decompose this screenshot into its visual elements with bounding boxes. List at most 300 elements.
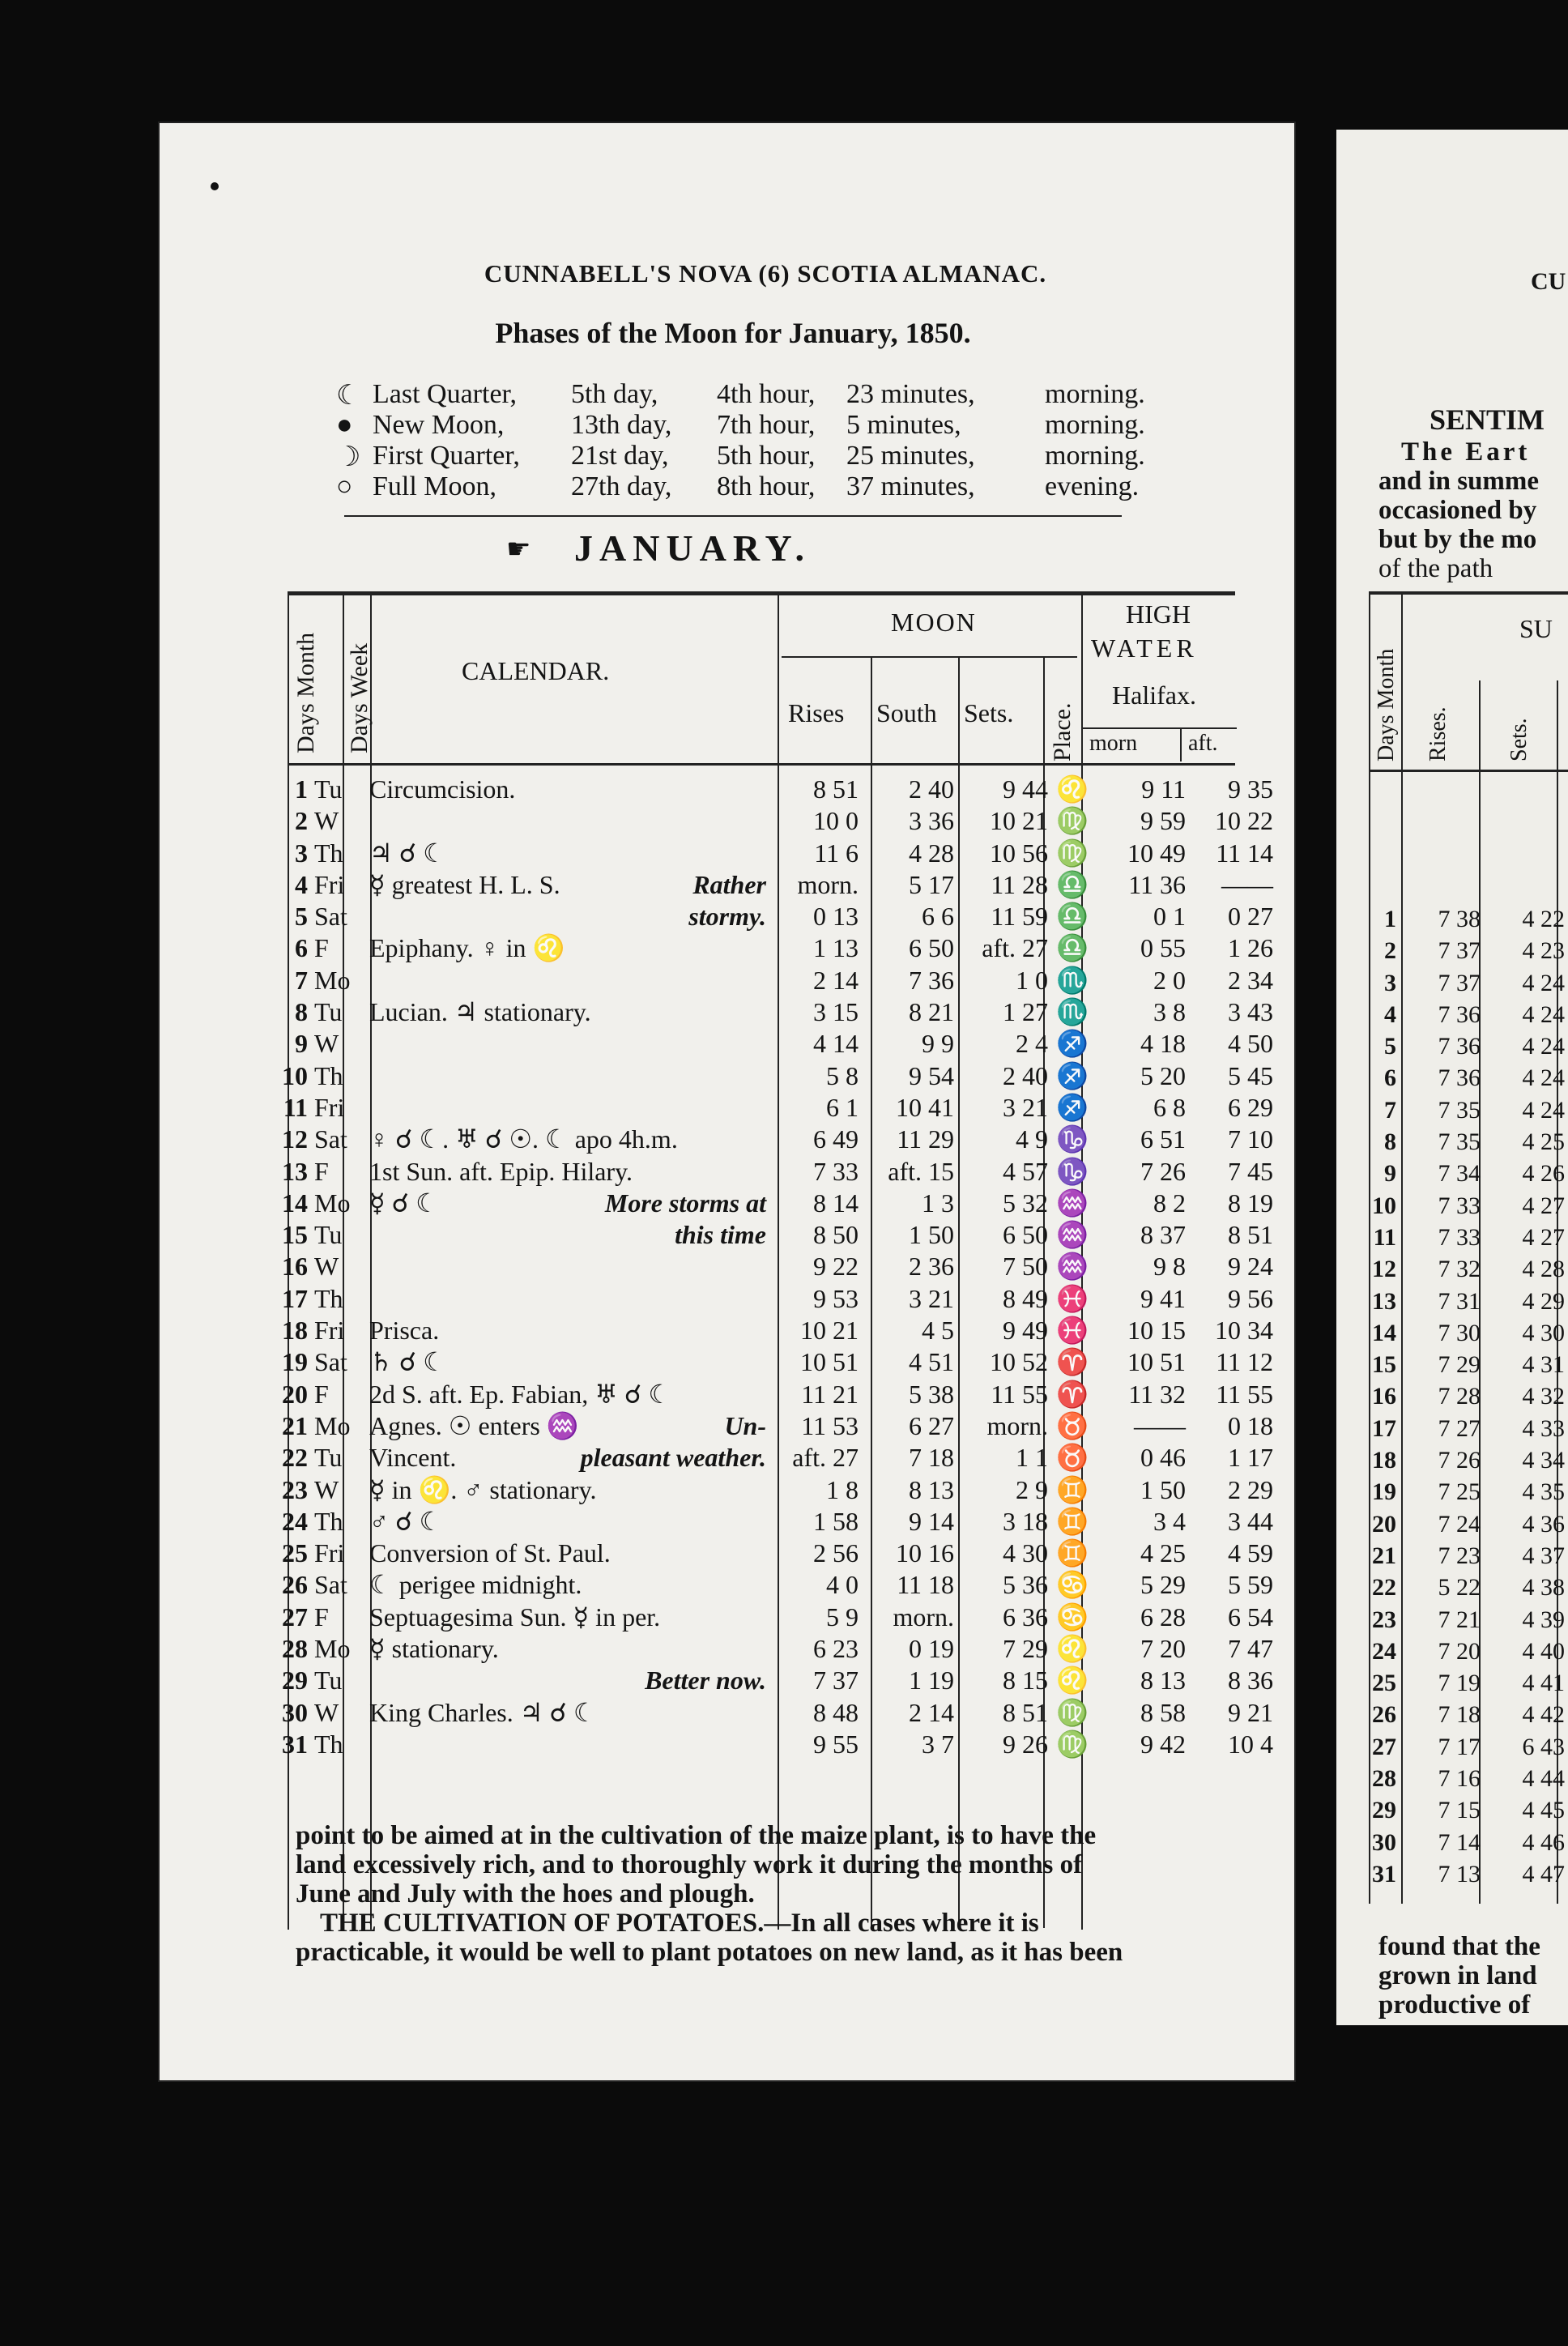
facing-day: 18 xyxy=(1372,1447,1396,1474)
high-water-morning: 6 28 xyxy=(1140,1602,1186,1632)
place-header: Place. xyxy=(1049,702,1076,761)
moon-sets: 11 28 xyxy=(991,869,1048,899)
moon-south: 9 54 xyxy=(909,1060,954,1090)
moon-sets: 9 26 xyxy=(1003,1729,1048,1759)
facing-rises: 7 20 xyxy=(1438,1637,1481,1665)
calendar-text: ♃ ☌ ☾ xyxy=(369,838,446,868)
south-header: South xyxy=(876,698,937,727)
facing-day: 3 xyxy=(1384,969,1396,996)
rule xyxy=(1083,727,1237,729)
high-water-afternoon: 9 21 xyxy=(1228,1697,1273,1727)
zodiac-sign-icon: ♒ xyxy=(1056,1220,1089,1250)
facing-row xyxy=(1361,1731,1568,1763)
facing-day: 6 xyxy=(1384,1064,1396,1092)
calendar-entry xyxy=(366,965,769,996)
moon-rises: 11 21 xyxy=(801,1379,859,1409)
zodiac-sign-icon: ♈ xyxy=(1056,1347,1089,1377)
facing-day: 24 xyxy=(1372,1637,1396,1665)
phase-name: Last Quarter, xyxy=(373,379,518,409)
high-water-afternoon: 7 45 xyxy=(1228,1156,1273,1186)
moon-sets: 10 56 xyxy=(990,838,1048,868)
calendar-row xyxy=(267,1665,1276,1696)
weekday: F xyxy=(314,933,329,963)
facing-sets: 4 42 xyxy=(1522,1701,1565,1729)
moon-south: 4 5 xyxy=(922,1316,954,1346)
weekday: Tu xyxy=(314,1666,343,1696)
calendar-entry xyxy=(366,932,769,964)
facing-sets: 4 46 xyxy=(1522,1828,1565,1856)
calendar-row xyxy=(267,838,1276,869)
facing-row xyxy=(1361,1253,1568,1285)
calendar-entry xyxy=(366,869,769,901)
moon-sets: morn. xyxy=(986,1410,1048,1440)
moon-rises: 1 8 xyxy=(826,1474,859,1504)
facing-day: 2 xyxy=(1384,937,1396,965)
moon-rises: 2 56 xyxy=(813,1538,859,1568)
weekday: W xyxy=(314,1029,339,1059)
zodiac-sign-icon: ♉ xyxy=(1056,1410,1089,1440)
facing-sets: 4 40 xyxy=(1522,1637,1565,1665)
high-water-afternoon: 7 47 xyxy=(1228,1634,1273,1664)
calendar-text: 2d S. aft. Ep. Fabian, ♅ ☌ ☾ xyxy=(369,1379,672,1409)
high-water-afternoon: 0 27 xyxy=(1228,902,1273,932)
moon-south: 2 36 xyxy=(909,1252,954,1282)
moon-rises: 9 22 xyxy=(813,1252,859,1282)
moon-south: 10 41 xyxy=(896,1092,954,1122)
calendar-text: Circumcision. xyxy=(369,774,516,804)
facing-rises: 7 32 xyxy=(1438,1256,1481,1283)
calendar-row xyxy=(267,1506,1276,1538)
sets-header: Sets. xyxy=(964,698,1014,727)
moon-south: 6 6 xyxy=(922,902,954,932)
high-water-morning: 1 50 xyxy=(1140,1474,1186,1504)
zodiac-sign-icon: ♑ xyxy=(1056,1156,1089,1186)
ornament-icon: ☛ xyxy=(506,535,531,565)
new-moon-icon: ● xyxy=(336,410,353,440)
calendar-entry xyxy=(366,1697,769,1729)
phase-day: 13th day, xyxy=(571,410,672,440)
facing-rises: 7 16 xyxy=(1438,1765,1481,1793)
facing-rises: 7 24 xyxy=(1438,1510,1481,1538)
calendar-text: ☿ in ♌. ♂ stationary. xyxy=(369,1474,597,1504)
facing-day: 13 xyxy=(1372,1287,1396,1315)
day-number: 6 xyxy=(295,933,308,963)
phase-name: Full Moon, xyxy=(373,471,497,501)
facing-sets: 4 27 xyxy=(1522,1223,1565,1251)
moon-rises: 7 33 xyxy=(813,1156,859,1186)
calendar-row xyxy=(267,996,1276,1028)
facing-rises: 7 15 xyxy=(1438,1797,1481,1824)
day-number: 18 xyxy=(282,1316,308,1346)
facing-rises: 7 29 xyxy=(1438,1351,1481,1379)
moon-sets: 3 21 xyxy=(1003,1092,1048,1122)
moon-south: 6 50 xyxy=(909,933,954,963)
facing-rises: 7 14 xyxy=(1438,1828,1481,1856)
weekday: Fri xyxy=(314,1092,345,1122)
weather-note: Better now. xyxy=(645,1666,766,1696)
facing-rises: 7 36 xyxy=(1438,1000,1481,1028)
moon-south: 1 50 xyxy=(909,1220,954,1250)
facing-sets: 4 35 xyxy=(1522,1478,1565,1506)
moon-south: 3 21 xyxy=(909,1283,954,1313)
high-water-afternoon: 11 12 xyxy=(1216,1347,1273,1377)
moon-rises: 6 1 xyxy=(826,1092,859,1122)
calendar-row xyxy=(267,1442,1276,1474)
zodiac-sign-icon: ♍ xyxy=(1056,806,1089,836)
day-number: 11 xyxy=(283,1092,308,1122)
water-header: WATER xyxy=(1091,633,1198,663)
high-water-morning: 10 51 xyxy=(1127,1347,1186,1377)
moon-sets: 1 0 xyxy=(1016,965,1048,995)
weekday: Th xyxy=(314,838,343,868)
first-quarter-moon-icon: ☽ xyxy=(336,442,361,472)
facing-sets: 4 39 xyxy=(1522,1606,1565,1633)
day-number: 29 xyxy=(282,1666,308,1696)
weekday: Fri xyxy=(314,1538,345,1568)
facing-line: found that the xyxy=(1378,1932,1540,1961)
calendar-row xyxy=(267,1060,1276,1092)
calendar-entry xyxy=(366,1602,769,1633)
high-water-afternoon: 2 34 xyxy=(1228,965,1273,995)
high-water-morning: 0 1 xyxy=(1153,902,1186,932)
facing-row xyxy=(1361,1572,1568,1603)
facing-days-month-header: Days Month xyxy=(1374,648,1399,761)
weather-note: pleasant weather. xyxy=(580,1443,766,1473)
weekday: Tu xyxy=(314,1443,343,1473)
calendar-text: Conversion of St. Paul. xyxy=(369,1538,611,1568)
facing-row xyxy=(1361,1827,1568,1858)
moon-sets: 9 44 xyxy=(1003,774,1048,804)
phase-time: morning. xyxy=(1045,441,1145,471)
moon-south: morn. xyxy=(893,1602,954,1632)
high-water-afternoon: 4 59 xyxy=(1228,1538,1273,1568)
facing-rises: 7 18 xyxy=(1438,1701,1481,1729)
high-water-morning: 8 37 xyxy=(1140,1220,1186,1250)
facing-rises: 7 37 xyxy=(1438,969,1481,996)
zodiac-sign-icon: ♍ xyxy=(1056,1729,1089,1759)
calendar-row xyxy=(267,1569,1276,1601)
facing-day: 17 xyxy=(1372,1414,1396,1442)
facing-sets: 4 37 xyxy=(1522,1542,1565,1569)
high-water-afternoon: 7 10 xyxy=(1228,1124,1273,1154)
body-text xyxy=(296,1821,1123,1967)
moon-sets: 11 59 xyxy=(991,902,1048,932)
facing-row xyxy=(1361,1667,1568,1699)
moon-south: aft. 15 xyxy=(888,1156,954,1186)
moon-rises: 3 15 xyxy=(813,997,859,1027)
facing-rises: 7 36 xyxy=(1438,1064,1481,1092)
high-water-morning: 8 58 xyxy=(1140,1697,1186,1727)
weekday: Th xyxy=(314,1506,343,1536)
day-number: 17 xyxy=(282,1283,308,1313)
phase-day: 5th day, xyxy=(571,379,658,409)
facing-day: 25 xyxy=(1372,1670,1396,1697)
high-water-afternoon: 3 43 xyxy=(1228,997,1273,1027)
moon-south: 6 27 xyxy=(909,1410,954,1440)
moon-rises: 5 9 xyxy=(826,1602,859,1632)
moon-rises: 6 23 xyxy=(813,1634,859,1664)
facing-rises: 7 27 xyxy=(1438,1414,1481,1442)
calendar-text: ☾ perigee midnight. xyxy=(369,1570,582,1600)
moon-rises: 8 51 xyxy=(813,774,859,804)
moon-rises: 8 50 xyxy=(813,1220,859,1250)
calendar-entry xyxy=(366,1346,769,1378)
facing-day: 9 xyxy=(1384,1160,1396,1188)
calendar-text: ☿ stationary. xyxy=(369,1634,499,1664)
calendar-row xyxy=(267,1602,1276,1633)
weekday: F xyxy=(314,1156,329,1186)
facing-sets: 4 27 xyxy=(1522,1192,1565,1219)
high-water-morning: —— xyxy=(1134,1410,1186,1440)
facing-sets: 4 44 xyxy=(1522,1765,1565,1793)
calendar-entry xyxy=(366,1506,769,1538)
facing-row xyxy=(1361,1476,1568,1508)
zodiac-sign-icon: ♊ xyxy=(1056,1474,1089,1504)
facing-day: 22 xyxy=(1372,1574,1396,1602)
moon-rises: 11 6 xyxy=(814,838,859,868)
facing-day: 21 xyxy=(1372,1542,1396,1569)
facing-sets-header: Sets. xyxy=(1506,718,1532,761)
zodiac-sign-icon: ♌ xyxy=(1056,1666,1089,1696)
zodiac-sign-icon: ♋ xyxy=(1056,1602,1089,1632)
phase-hour: 4th hour, xyxy=(717,379,816,409)
rule xyxy=(1369,770,1568,772)
moon-south: 11 29 xyxy=(897,1124,954,1154)
aft-header: aft. xyxy=(1188,731,1218,756)
moon-south: 9 9 xyxy=(922,1029,954,1059)
weather-note: this time xyxy=(675,1220,766,1250)
phases-title: Phases of the Moon for January, 1850. xyxy=(495,317,971,349)
facing-sets: 4 33 xyxy=(1522,1414,1565,1442)
facing-day: 16 xyxy=(1372,1383,1396,1410)
calendar-text: ♄ ☌ ☾ xyxy=(369,1347,446,1377)
calendar-row xyxy=(267,1538,1276,1569)
moon-rises: 11 53 xyxy=(801,1410,859,1440)
moon-south: 9 14 xyxy=(909,1506,954,1536)
moon-rises: 10 51 xyxy=(800,1347,859,1377)
facing-row xyxy=(1361,1444,1568,1476)
moon-sets: 6 36 xyxy=(1003,1602,1048,1632)
facing-row xyxy=(1361,1126,1568,1158)
facing-rises: 7 37 xyxy=(1438,937,1481,965)
moon-south: 11 18 xyxy=(897,1570,954,1600)
ink-speck xyxy=(211,182,219,190)
calendar-text: King Charles. ♃ ☌ ☾ xyxy=(369,1697,597,1727)
facing-sets: 4 30 xyxy=(1522,1319,1565,1346)
calendar-table xyxy=(267,774,1276,1760)
high-water-afternoon: 8 36 xyxy=(1228,1666,1273,1696)
high-water-morning: 9 41 xyxy=(1140,1283,1186,1313)
phase-minutes: 5 minutes, xyxy=(846,410,961,440)
facing-day: 10 xyxy=(1372,1192,1396,1219)
phase-day: 21st day, xyxy=(571,441,669,471)
weekday: Th xyxy=(314,1060,343,1090)
high-water-afternoon: 3 44 xyxy=(1228,1506,1273,1536)
moon-rises: 10 0 xyxy=(813,806,859,836)
calendar-entry xyxy=(366,1379,769,1410)
calendar-entry xyxy=(366,838,769,869)
day-number: 12 xyxy=(282,1124,308,1154)
high-water-afternoon: 4 50 xyxy=(1228,1029,1273,1059)
moon-sets: aft. 27 xyxy=(982,933,1048,963)
calendar-entry xyxy=(366,901,769,932)
weekday: Mo xyxy=(314,965,351,995)
moon-rises: 1 58 xyxy=(813,1506,859,1536)
phase-hour: 8th hour, xyxy=(717,471,816,501)
high-water-afternoon: 5 45 xyxy=(1228,1060,1273,1090)
day-number: 3 xyxy=(295,838,308,868)
high-water-afternoon: —— xyxy=(1221,869,1273,899)
day-number: 7 xyxy=(295,965,308,995)
high-water-morning: 5 29 xyxy=(1140,1570,1186,1600)
facing-row xyxy=(1361,935,1568,966)
calendar-row xyxy=(267,1156,1276,1188)
facing-sets: 4 24 xyxy=(1522,1096,1565,1124)
calendar-text: ♂ ☌ ☾ xyxy=(369,1506,443,1536)
moon-south: 5 38 xyxy=(909,1379,954,1409)
facing-sets: 4 24 xyxy=(1522,969,1565,996)
facing-sets: 4 47 xyxy=(1522,1860,1565,1887)
weekday: F xyxy=(314,1602,329,1632)
high-water-morning: 4 25 xyxy=(1140,1538,1186,1568)
moon-sets: 7 29 xyxy=(1003,1634,1048,1664)
high-water-afternoon: 9 35 xyxy=(1228,774,1273,804)
moon-rises: 2 14 xyxy=(813,965,859,995)
facing-sets: 4 41 xyxy=(1522,1670,1565,1697)
facing-row xyxy=(1361,1540,1568,1572)
phase-name: New Moon, xyxy=(373,410,505,440)
calendar-text: Epiphany. ♀ in ♌ xyxy=(369,933,565,963)
rule xyxy=(344,515,1122,517)
high-water-morning: 11 32 xyxy=(1128,1379,1186,1409)
rule xyxy=(782,656,1077,658)
zodiac-sign-icon: ♒ xyxy=(1056,1252,1089,1282)
weekday: Sat xyxy=(314,1347,347,1377)
calendar-entry xyxy=(366,1124,769,1155)
weekday: Mo xyxy=(314,1188,351,1218)
weekday: F xyxy=(314,1379,329,1409)
moon-south: 4 51 xyxy=(909,1347,954,1377)
facing-day: 11 xyxy=(1373,1223,1396,1251)
facing-row xyxy=(1361,999,1568,1030)
moon-sets: 7 50 xyxy=(1003,1252,1048,1282)
weekday: Mo xyxy=(314,1634,351,1664)
facing-rises: 7 13 xyxy=(1438,1860,1481,1887)
calendar-row xyxy=(267,1474,1276,1506)
facing-line: of the path xyxy=(1378,554,1493,583)
zodiac-sign-icon: ♌ xyxy=(1056,774,1089,804)
facing-rises: 7 30 xyxy=(1438,1319,1481,1346)
moon-sets: 10 52 xyxy=(990,1347,1048,1377)
facing-day: 19 xyxy=(1372,1478,1396,1506)
calendar-text: ♀ ☌ ☾. ♅ ☌ ☉. ☾ apo 4h.m. xyxy=(369,1124,678,1154)
day-number: 10 xyxy=(282,1060,308,1090)
moon-sets: 3 18 xyxy=(1003,1506,1048,1536)
facing-day: 12 xyxy=(1372,1256,1396,1283)
moon-rises: 9 55 xyxy=(813,1729,859,1759)
facing-day: 4 xyxy=(1384,1000,1396,1028)
calendar-entry xyxy=(366,774,769,805)
facing-row xyxy=(1361,1699,1568,1730)
facing-rises-header: Rises. xyxy=(1425,706,1451,761)
moon-south: 2 14 xyxy=(909,1697,954,1727)
facing-day: 7 xyxy=(1384,1096,1396,1124)
day-number: 26 xyxy=(282,1570,308,1600)
facing-day: 30 xyxy=(1372,1828,1396,1856)
weekday: W xyxy=(314,1252,339,1282)
facing-sets: 4 32 xyxy=(1522,1383,1565,1410)
weekday: Tu xyxy=(314,1220,343,1250)
calendar-entry xyxy=(366,1665,769,1696)
zodiac-sign-icon: ♎ xyxy=(1056,933,1089,963)
high-water-morning: 8 13 xyxy=(1140,1666,1186,1696)
calendar-row xyxy=(267,1410,1276,1442)
moon-sets: 8 49 xyxy=(1003,1283,1048,1313)
high-water-afternoon: 10 22 xyxy=(1215,806,1273,836)
body-line: June and July with the hoes and plough. xyxy=(296,1879,755,1909)
day-number: 20 xyxy=(282,1379,308,1409)
facing-row xyxy=(1361,1158,1568,1189)
moon-south: 1 19 xyxy=(909,1666,954,1696)
facing-row xyxy=(1361,1380,1568,1412)
facing-day: 5 xyxy=(1384,1033,1396,1060)
moon-rises: 0 13 xyxy=(813,902,859,932)
day-number: 22 xyxy=(282,1443,308,1473)
weekday: Fri xyxy=(314,869,345,899)
calendar-row xyxy=(267,1188,1276,1219)
calendar-entry xyxy=(366,1538,769,1569)
zodiac-sign-icon: ♌ xyxy=(1056,1634,1089,1664)
calendar-row xyxy=(267,1219,1276,1251)
facing-row xyxy=(1361,1763,1568,1794)
facing-day: 8 xyxy=(1384,1128,1396,1156)
moon-south: 3 7 xyxy=(922,1729,954,1759)
high-water-morning: 9 8 xyxy=(1153,1252,1186,1282)
calendar-entry xyxy=(366,996,769,1028)
weekday: Sat xyxy=(314,902,347,932)
day-number: 24 xyxy=(282,1506,308,1536)
moon-rises: 1 13 xyxy=(813,933,859,963)
facing-rises: 7 34 xyxy=(1438,1160,1481,1188)
facing-day: 31 xyxy=(1372,1860,1396,1887)
days-week-header: Days Week xyxy=(346,642,373,753)
calendar-entry xyxy=(366,1729,769,1760)
days-month-header: Days Month xyxy=(292,632,319,753)
calendar-entry xyxy=(366,1219,769,1251)
zodiac-sign-icon: ♎ xyxy=(1056,869,1089,899)
rule xyxy=(288,591,1235,595)
facing-line: but by the mo xyxy=(1378,525,1537,554)
moon-south: 10 16 xyxy=(896,1538,954,1568)
high-water-morning: 9 59 xyxy=(1140,806,1186,836)
facing-rises: 7 35 xyxy=(1438,1096,1481,1124)
facing-rises: 7 17 xyxy=(1438,1733,1481,1760)
high-water-afternoon: 11 14 xyxy=(1216,838,1273,868)
body-line: THE CULTIVATION OF POTATOES.—In all cases where it is xyxy=(320,1909,1039,1938)
calendar-row xyxy=(267,1379,1276,1410)
weekday: W xyxy=(314,806,339,836)
weather-note: stormy. xyxy=(688,902,766,932)
calendar-row xyxy=(267,1315,1276,1346)
facing-sets: 4 45 xyxy=(1522,1797,1565,1824)
moon-rises: 4 0 xyxy=(826,1570,859,1600)
calendar-row xyxy=(267,1346,1276,1378)
day-number: 31 xyxy=(282,1729,308,1759)
last-quarter-moon-icon: ☾ xyxy=(336,381,361,411)
facing-row xyxy=(1361,1349,1568,1380)
high-water-morning: 6 51 xyxy=(1140,1124,1186,1154)
moon-rises: 10 21 xyxy=(800,1316,859,1346)
